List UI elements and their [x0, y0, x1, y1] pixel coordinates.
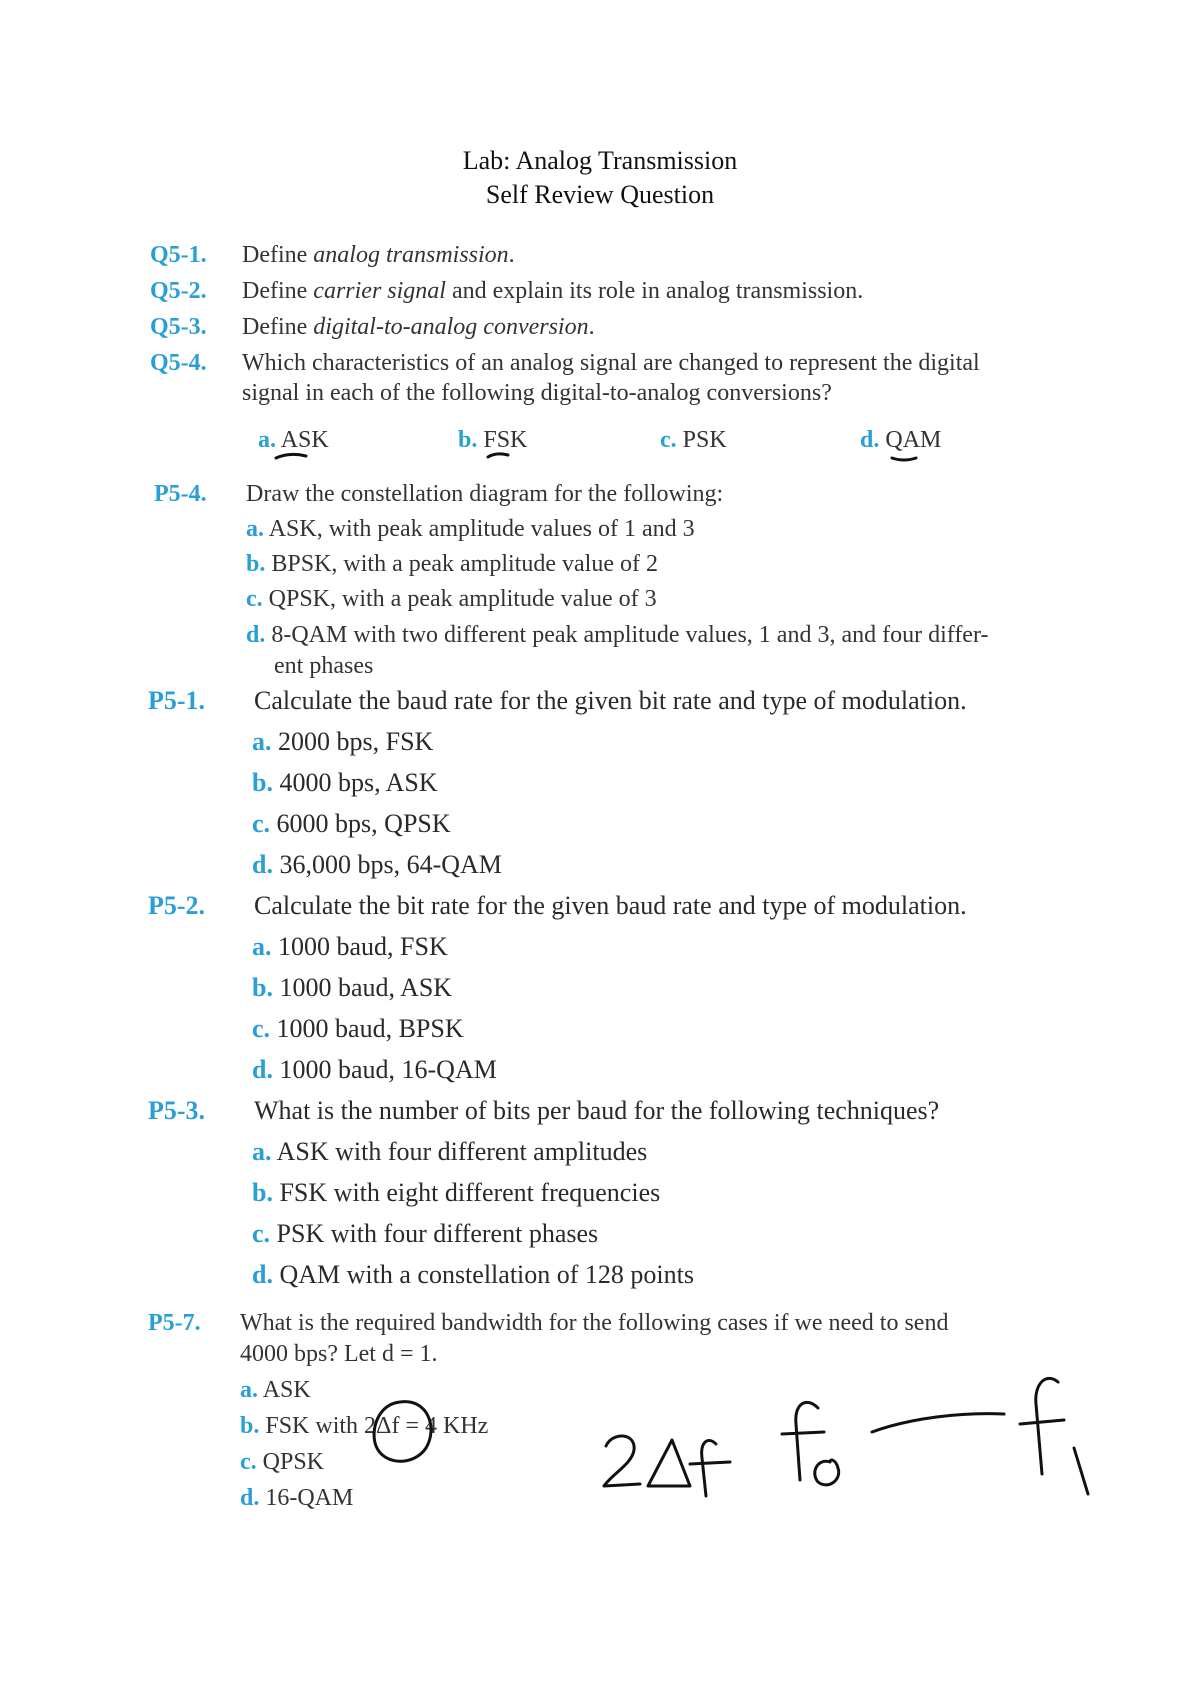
page-title: Lab: Analog Transmission: [462, 146, 738, 175]
underline-mark: [892, 458, 916, 460]
list-item: b. BPSK, with a peak amplitude value of 2: [246, 551, 658, 577]
question-number: Q5-1.: [150, 242, 207, 268]
list-item: b. 4000 bps, ASK: [252, 768, 438, 797]
list-item: c. QPSK: [240, 1449, 325, 1475]
list-item: b. 1000 baud, ASK: [252, 973, 453, 1002]
problem-text: Draw the constellation diagram for the following:: [246, 481, 724, 507]
list-item: d. QAM with a constellation of 128 points: [252, 1260, 694, 1289]
option-text: QAM: [885, 427, 942, 453]
question-text: Which characteristics of an analog signal are changed to represent the digital: [242, 350, 980, 376]
list-item: b. FSK with eight different frequencies: [252, 1178, 661, 1207]
question-number: Q5-3.: [150, 314, 207, 340]
list-item: c. 6000 bps, QPSK: [252, 809, 451, 838]
list-item-cont: ent phases: [274, 653, 374, 679]
handwritten-delta: [648, 1440, 690, 1486]
question-text: Define digital-to-analog conversion.: [242, 314, 595, 340]
problem-number: P5-4.: [154, 481, 207, 507]
question-text: Define analog transmission.: [242, 242, 515, 268]
page-subtitle: Self Review Question: [485, 180, 715, 209]
option-text: PSK: [682, 427, 727, 453]
option-letter: c.: [660, 427, 677, 453]
list-item: c. 1000 baud, BPSK: [252, 1014, 464, 1043]
question-number: Q5-4.: [150, 350, 207, 376]
list-item: a. ASK with four different amplitudes: [252, 1137, 648, 1166]
underline-mark: [488, 454, 508, 457]
problem-text-cont: 4000 bps? Let d = 1.: [240, 1341, 438, 1367]
list-item: d. 8-QAM with two different peak amplitude values, 1 and 3, and four differ-: [246, 622, 989, 648]
problem-text: Calculate the bit rate for the given baud rate and type of modulation.: [254, 891, 967, 920]
list-item: a. ASK: [240, 1377, 311, 1403]
option-text: FSK: [483, 427, 528, 453]
list-item: d. 1000 baud, 16-QAM: [252, 1055, 497, 1084]
problem-number: P5-7.: [148, 1310, 201, 1336]
list-item: a. 1000 baud, FSK: [252, 932, 448, 961]
question-number: Q5-2.: [150, 278, 207, 304]
question-text: Define carrier signal and explain its role in analog transmission.: [242, 278, 864, 304]
list-item: a. 2000 bps, FSK: [252, 727, 434, 756]
handwritten-2: [604, 1436, 640, 1486]
option-text: ASK: [280, 427, 329, 453]
list-item: c. QPSK, with a peak amplitude value of 3: [246, 586, 657, 612]
question-text-cont: signal in each of the following digital-to-analog conversions?: [242, 380, 832, 406]
problem-text: Calculate the baud rate for the given bit rate and type of modulation.: [254, 686, 967, 715]
list-item: d. 16-QAM: [240, 1485, 354, 1511]
problem-number: P5-3.: [148, 1096, 206, 1125]
problem-text: What is the number of bits per baud for the following techniques?: [254, 1096, 940, 1125]
underline-mark: [276, 454, 306, 458]
list-item: b. FSK with 2Δf = 4 KHz: [240, 1413, 489, 1439]
option-letter: a.: [258, 427, 276, 453]
option-letter: b.: [458, 427, 478, 453]
list-item: a. ASK, with peak amplitude values of 1 and 3: [246, 516, 695, 542]
circle-mark: [374, 1402, 431, 1462]
list-item: c. PSK with four different phases: [252, 1219, 599, 1248]
list-item: d. 36,000 bps, 64-QAM: [252, 850, 502, 879]
problem-number: P5-1.: [148, 686, 206, 715]
option-letter: d.: [860, 427, 880, 453]
problem-number: P5-2.: [148, 891, 206, 920]
problem-text: What is the required bandwidth for the following cases if we need to send: [240, 1310, 949, 1336]
